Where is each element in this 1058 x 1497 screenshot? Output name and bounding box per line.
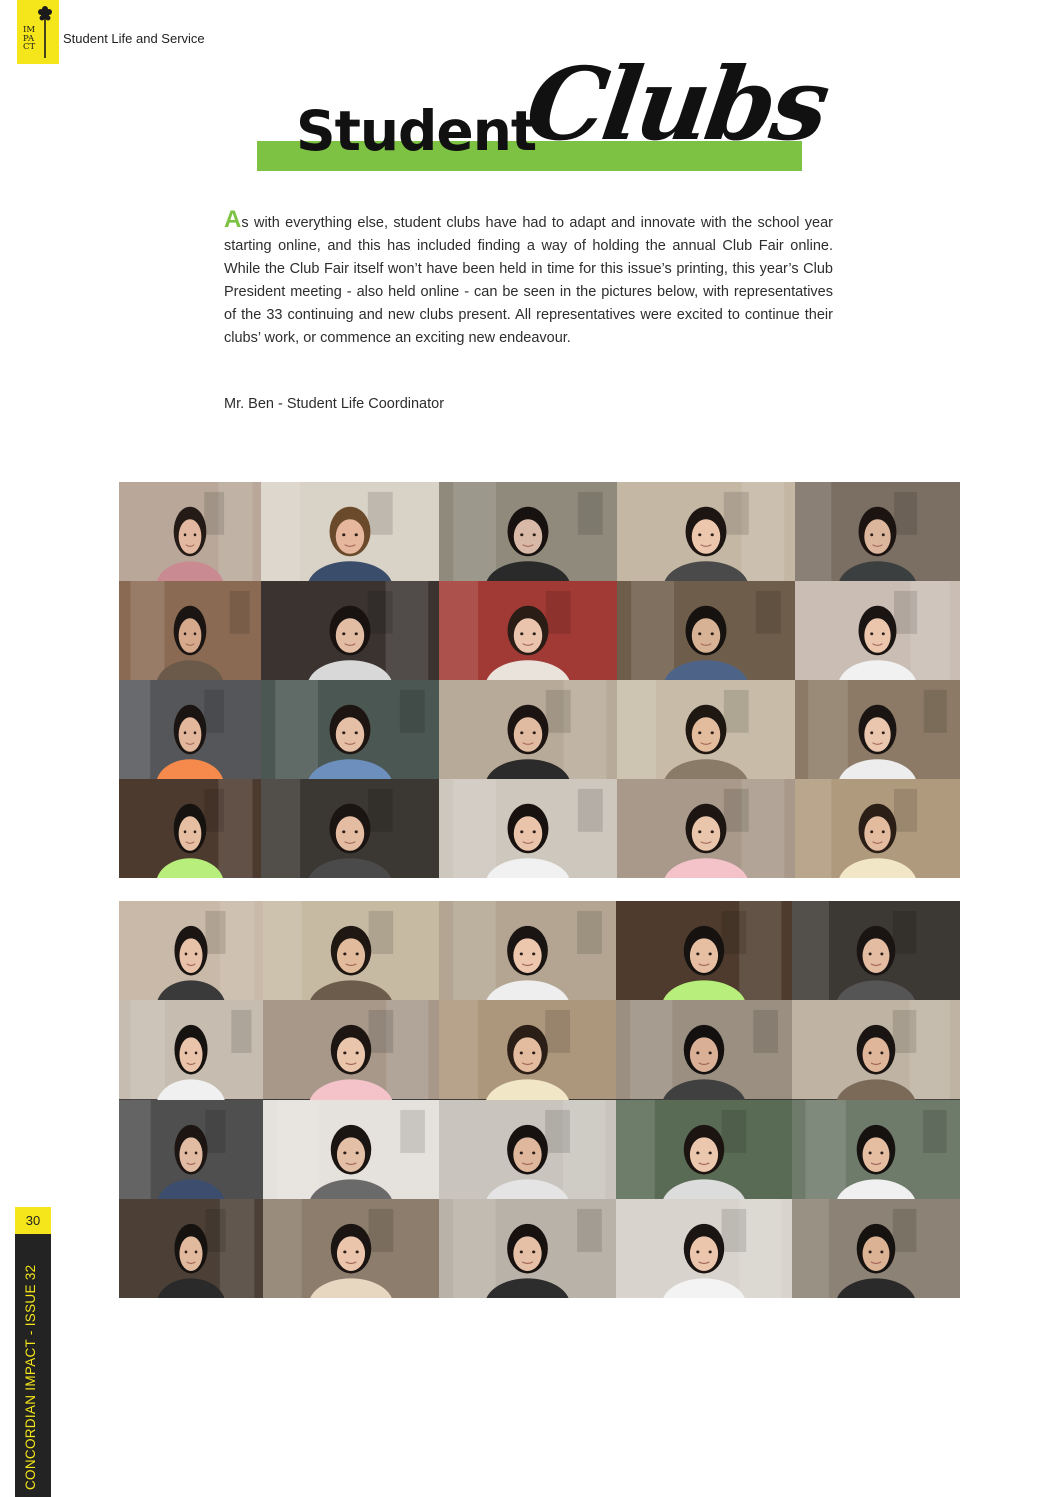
- participant-video-tile: [439, 581, 617, 680]
- participant-portrait: [795, 779, 960, 878]
- participant-video-tile: [792, 1199, 960, 1298]
- participant-video-tile: [263, 1000, 439, 1099]
- participant-video-tile: [617, 680, 795, 779]
- participant-portrait: [439, 1000, 616, 1099]
- participant-portrait: [261, 581, 439, 680]
- participant-portrait: [795, 482, 960, 581]
- title-student: Student: [296, 99, 537, 163]
- participant-portrait: [439, 581, 617, 680]
- participant-video-tile: [439, 680, 617, 779]
- logo-letters: IMPACT: [23, 25, 36, 52]
- participant-video-tile: [261, 581, 439, 680]
- section-label: Student Life and Service: [63, 31, 205, 46]
- participant-video-tile: [261, 680, 439, 779]
- participant-video-tile: [119, 482, 261, 581]
- participant-video-tile: [263, 1199, 439, 1298]
- participant-video-tile: [119, 779, 261, 878]
- participant-video-tile: [795, 680, 960, 779]
- participant-video-tile: [119, 901, 263, 1000]
- participant-video-tile: [119, 581, 261, 680]
- participant-video-tile: [439, 1100, 616, 1199]
- participant-video-tile: [119, 1199, 263, 1298]
- video-call-grid-2: [119, 901, 960, 1298]
- title-clubs: Clubs: [519, 45, 833, 163]
- participant-video-tile: [119, 680, 261, 779]
- participant-video-tile: [439, 901, 616, 1000]
- byline: Mr. Ben - Student Life Coordinator: [224, 396, 445, 412]
- participant-portrait: [119, 581, 261, 680]
- participant-video-tile: [439, 779, 617, 878]
- participant-portrait: [439, 680, 617, 779]
- participant-portrait: [439, 1100, 616, 1199]
- participant-portrait: [616, 1199, 792, 1298]
- participant-portrait: [795, 581, 960, 680]
- participant-portrait: [792, 1100, 960, 1199]
- participant-portrait: [119, 901, 263, 1000]
- participant-portrait: [792, 1199, 960, 1298]
- participant-video-tile: [261, 482, 439, 581]
- participant-video-tile: [792, 1000, 960, 1099]
- participant-portrait: [617, 680, 795, 779]
- participant-video-tile: [616, 901, 792, 1000]
- participant-portrait: [119, 1000, 263, 1099]
- participant-portrait: [617, 779, 795, 878]
- impact-logo: [17, 0, 59, 64]
- video-call-grid-1: [119, 482, 960, 878]
- participant-portrait: [119, 482, 261, 581]
- participant-video-tile: [617, 581, 795, 680]
- participant-portrait: [795, 680, 960, 779]
- article-body: [224, 208, 833, 350]
- participant-video-tile: [792, 901, 960, 1000]
- drop-cap: A: [224, 206, 242, 233]
- participant-portrait: [261, 779, 439, 878]
- article-text: s with everything else, student clubs have had to adapt and innovate with the school year starting online, and this has included finding a way of holding the annual Club Fair online. While the Club Fair itself won’t have been held in time for this issue’s printing, this year’s Club President meeting - also held online - can be seen in the pictures below, with representatives of the 33 continuing and new clubs present. All representatives were excited to continue their clubs’ work, or commence an exciting new endeavour.: [224, 215, 833, 346]
- participant-portrait: [616, 1000, 792, 1099]
- participant-portrait: [119, 1100, 263, 1199]
- participant-video-tile: [616, 1000, 792, 1099]
- participant-video-tile: [617, 779, 795, 878]
- participant-portrait: [263, 1100, 439, 1199]
- participant-portrait: [439, 901, 616, 1000]
- participant-video-tile: [439, 1199, 616, 1298]
- participant-portrait: [617, 581, 795, 680]
- page-number: 30: [15, 1207, 51, 1234]
- participant-video-tile: [119, 1100, 263, 1199]
- participant-video-tile: [119, 1000, 263, 1099]
- participant-video-tile: [795, 779, 960, 878]
- participant-portrait: [439, 779, 617, 878]
- participant-video-tile: [439, 1000, 616, 1099]
- participant-portrait: [439, 1199, 616, 1298]
- participant-video-tile: [261, 779, 439, 878]
- participant-portrait: [119, 779, 261, 878]
- participant-portrait: [792, 901, 960, 1000]
- participant-portrait: [261, 680, 439, 779]
- participant-portrait: [263, 1000, 439, 1099]
- participant-portrait: [616, 1100, 792, 1199]
- participant-video-tile: [616, 1199, 792, 1298]
- participant-video-tile: [792, 1100, 960, 1199]
- participant-portrait: [263, 901, 439, 1000]
- participant-video-tile: [616, 1100, 792, 1199]
- participant-portrait: [119, 1199, 263, 1298]
- publication-name: CONCORDIAN IMPACT - ISSUE 32: [23, 1264, 38, 1490]
- participant-video-tile: [617, 482, 795, 581]
- participant-video-tile: [263, 1100, 439, 1199]
- participant-portrait: [617, 482, 795, 581]
- participant-portrait: [792, 1000, 960, 1099]
- participant-portrait: [439, 482, 617, 581]
- participant-video-tile: [263, 901, 439, 1000]
- participant-portrait: [119, 680, 261, 779]
- participant-portrait: [263, 1199, 439, 1298]
- participant-video-tile: [439, 482, 617, 581]
- participant-portrait: [261, 482, 439, 581]
- participant-video-tile: [795, 581, 960, 680]
- participant-portrait: [616, 901, 792, 1000]
- participant-video-tile: [795, 482, 960, 581]
